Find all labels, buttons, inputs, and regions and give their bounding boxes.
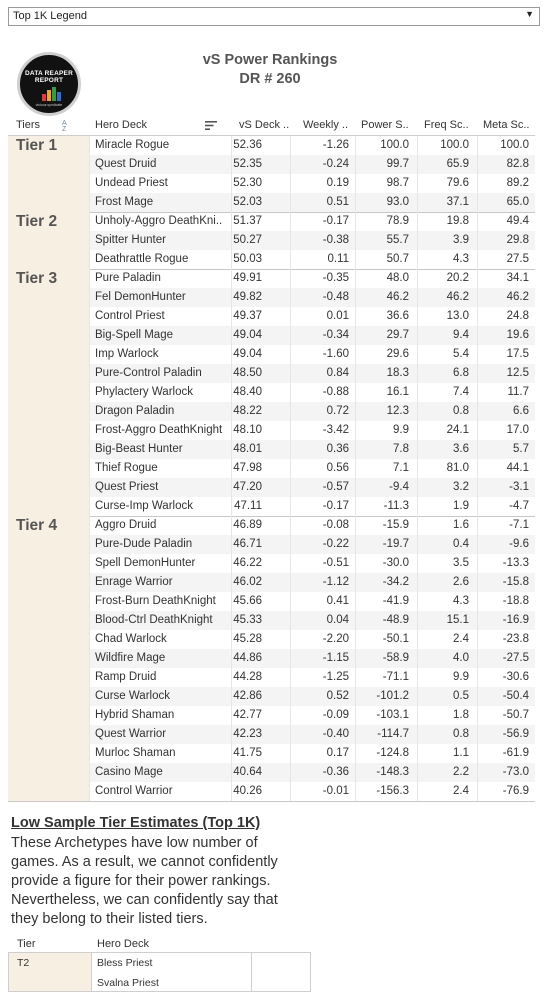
freq-score-value: 24.1 <box>446 424 469 436</box>
low-sample-text-line: These Archetypes have low number of <box>11 835 258 851</box>
vs-deck-value: 45.28 <box>233 633 262 645</box>
weekly-value: -0.17 <box>322 215 349 227</box>
freq-score-value: 2.4 <box>453 785 469 797</box>
power-score-value: -103.1 <box>376 709 409 721</box>
hero-deck-name: Phylactery Warlock <box>95 386 193 398</box>
freq-score-value: 81.0 <box>446 462 469 474</box>
power-score-value: 98.7 <box>386 177 409 189</box>
freq-score-value: 13.0 <box>446 310 469 322</box>
power-score-value: -34.2 <box>382 576 409 588</box>
tier-cell <box>8 516 89 801</box>
chevron-down-icon[interactable]: ▼ <box>525 9 534 19</box>
freq-score-value: 9.9 <box>453 671 469 683</box>
vs-deck-value: 47.98 <box>233 462 262 474</box>
meta-score-value: -4.7 <box>509 500 529 512</box>
tier-cell <box>8 269 89 516</box>
table-row[interactable] <box>89 554 535 573</box>
vs-deck-value: 47.11 <box>234 500 262 512</box>
hero-deck-name: Unholy-Aggro DeathKni.. <box>95 215 223 227</box>
hero-deck-name: Wildfire Mage <box>95 652 166 664</box>
meta-score-value: 34.1 <box>506 272 529 284</box>
weekly-value: -0.01 <box>322 785 349 797</box>
column-header-tiers[interactable]: Tiers <box>16 119 41 131</box>
meta-score-value: 27.5 <box>506 253 529 265</box>
table-row[interactable] <box>89 288 535 307</box>
weekly-value: -0.48 <box>322 291 349 303</box>
table-row[interactable] <box>89 573 535 592</box>
freq-score-value: 79.6 <box>446 177 469 189</box>
meta-score-value: -18.8 <box>502 595 529 607</box>
meta-score-value: -27.5 <box>502 652 529 664</box>
power-score-value: 7.1 <box>393 462 409 474</box>
vs-deck-value: 49.37 <box>233 310 262 322</box>
weekly-value: 0.17 <box>326 747 349 759</box>
weekly-value: 0.56 <box>326 462 349 474</box>
table-row[interactable] <box>89 326 535 345</box>
hero-deck-name: Chad Warlock <box>95 633 167 645</box>
data-reaper-logo: DATA REAPER REPORT vicious syndicate <box>17 52 81 116</box>
table-row[interactable] <box>89 174 535 193</box>
meta-score-value: 100.0 <box>500 139 529 151</box>
power-score-value: 93.0 <box>386 196 409 208</box>
vs-deck-value: 42.23 <box>233 728 262 740</box>
vs-deck-value: 48.22 <box>233 405 262 417</box>
power-score-value: -11.3 <box>383 500 409 512</box>
power-score-value: 48.0 <box>386 272 409 284</box>
freq-score-value: 3.2 <box>453 481 469 493</box>
vs-deck-value: 45.33 <box>233 614 262 626</box>
meta-score-value: 44.1 <box>506 462 529 474</box>
meta-score-value: 46.2 <box>506 291 529 303</box>
weekly-value: 0.19 <box>326 177 349 189</box>
power-score-value: 50.7 <box>386 253 409 265</box>
low-sample-tier-label: T2 <box>17 957 30 969</box>
hero-deck-name: Control Warrior <box>95 785 173 797</box>
hero-deck-name: Quest Priest <box>95 481 159 493</box>
hero-deck-name: Undead Priest <box>95 177 168 189</box>
power-score-value: -48.9 <box>382 614 409 626</box>
weekly-value: -0.36 <box>322 766 349 778</box>
table-row[interactable] <box>89 630 535 649</box>
vs-deck-value: 48.01 <box>233 443 262 455</box>
meta-score-value: -56.9 <box>502 728 529 740</box>
column-divider <box>355 136 356 801</box>
power-score-value: 18.3 <box>386 367 409 379</box>
tier-label: Tier 2 <box>16 213 58 230</box>
meta-score-value: -13.3 <box>502 557 529 569</box>
vs-deck-value: 41.75 <box>233 747 262 759</box>
vs-deck-value: 46.71 <box>233 538 262 550</box>
freq-score-value: 5.4 <box>453 348 469 360</box>
weekly-value: 0.72 <box>326 405 349 417</box>
low-sample-text-line: they belong to their listed tiers. <box>11 911 208 927</box>
meta-score-value: -50.7 <box>502 709 529 721</box>
weekly-value: 0.01 <box>326 310 349 322</box>
weekly-value: -0.22 <box>322 538 349 550</box>
vs-deck-value: 49.82 <box>233 291 262 303</box>
legend-filter-dropdown[interactable] <box>8 7 540 26</box>
column-header-hero-deck[interactable]: Hero Deck <box>95 119 147 131</box>
low-sample-deck[interactable]: Svalna Priest <box>97 977 159 989</box>
table-row[interactable] <box>89 497 535 516</box>
meta-score-value: -3.1 <box>509 481 529 493</box>
column-divider <box>417 136 418 801</box>
low-sample-text-line: Nevertheless, we can confidently say that <box>11 892 278 908</box>
freq-score-value: 2.6 <box>453 576 469 588</box>
hero-deck-name: Miracle Rogue <box>95 139 170 151</box>
column-header-power-score[interactable]: Power S.. <box>361 119 409 131</box>
hero-deck-name: Spell DemonHunter <box>95 557 196 569</box>
vs-deck-value: 45.66 <box>233 595 262 607</box>
power-score-value: -9.4 <box>389 481 409 493</box>
freq-score-value: 3.9 <box>453 234 469 246</box>
tier-label: Tier 4 <box>16 517 58 534</box>
weekly-value: -0.40 <box>322 728 349 740</box>
table-row[interactable] <box>89 611 535 630</box>
column-header-freq-score[interactable]: Freq Sc.. <box>424 119 469 131</box>
table-row[interactable] <box>89 136 535 155</box>
table-row[interactable] <box>89 193 535 212</box>
vs-deck-value: 50.27 <box>233 234 262 246</box>
vs-deck-value: 47.20 <box>233 481 262 493</box>
hero-deck-name: Frost-Burn DeathKnight <box>95 595 216 607</box>
table-row[interactable] <box>89 459 535 478</box>
freq-score-value: 15.1 <box>446 614 469 626</box>
table-row[interactable] <box>89 383 535 402</box>
hero-deck-name: Big-Beast Hunter <box>95 443 183 455</box>
tier-label: Tier 3 <box>16 270 58 287</box>
freq-score-value: 1.8 <box>453 709 469 721</box>
power-score-value: -15.9 <box>382 519 409 531</box>
meta-score-value: 49.4 <box>506 215 529 227</box>
hero-deck-name: Murloc Shaman <box>95 747 176 759</box>
table-row[interactable] <box>89 364 535 383</box>
vs-deck-value: 49.04 <box>233 348 262 360</box>
weekly-value: -1.26 <box>322 139 349 151</box>
vs-deck-value: 52.35 <box>233 158 262 170</box>
freq-score-value: 1.9 <box>453 500 469 512</box>
meta-score-value: 6.6 <box>513 405 529 417</box>
tier-label: Tier 1 <box>16 137 58 154</box>
hero-deck-name: Quest Warrior <box>95 728 167 740</box>
freq-score-value: 19.8 <box>446 215 469 227</box>
table-row[interactable] <box>89 649 535 668</box>
power-score-value: 16.1 <box>386 386 409 398</box>
column-header-vs-deck[interactable]: vS Deck .. <box>239 119 290 131</box>
hero-deck-name: Pure-Control Paladin <box>95 367 202 379</box>
vs-deck-value: 44.86 <box>233 652 262 664</box>
power-score-value: -50.1 <box>382 633 409 645</box>
vs-deck-value: 48.10 <box>233 424 262 436</box>
legend-filter-value: Top 1K Legend <box>13 10 88 22</box>
meta-score-value: -7.1 <box>509 519 529 531</box>
table-row[interactable] <box>89 231 535 250</box>
meta-score-value: -15.8 <box>502 576 529 588</box>
meta-score-value: 89.2 <box>506 177 529 189</box>
power-score-value: -156.3 <box>376 785 409 797</box>
meta-score-value: 17.5 <box>506 348 529 360</box>
hero-deck-name: Pure Paladin <box>95 272 161 284</box>
weekly-value: 0.36 <box>326 443 349 455</box>
power-score-value: -41.9 <box>382 595 409 607</box>
meta-score-value: -73.0 <box>502 766 529 778</box>
low-sample-header-tier: Tier <box>17 938 36 950</box>
weekly-value: 0.04 <box>326 614 349 626</box>
page-subtitle: DR # 260 <box>239 71 301 87</box>
hero-deck-name: Enrage Warrior <box>95 576 173 588</box>
low-sample-title: Low Sample Tier Estimates (Top 1K) <box>11 815 261 831</box>
freq-score-value: 1.1 <box>453 747 469 759</box>
freq-score-value: 2.4 <box>453 633 469 645</box>
table-row[interactable] <box>89 250 535 269</box>
power-score-value: -58.9 <box>382 652 409 664</box>
low-sample-text-line: provide a figure for their power rankings. <box>11 873 271 889</box>
column-divider <box>89 136 90 801</box>
page-title: vS Power Rankings <box>202 52 338 68</box>
power-score-value: 29.7 <box>386 329 409 341</box>
vs-deck-value: 44.28 <box>233 671 262 683</box>
low-sample-column-divider <box>251 953 252 991</box>
hero-deck-name: Casino Mage <box>95 766 163 778</box>
table-row[interactable] <box>89 345 535 364</box>
sort-az-icon[interactable]: A Z <box>62 120 67 133</box>
weekly-value: -2.20 <box>322 633 349 645</box>
table-row[interactable] <box>89 706 535 725</box>
hero-deck-name: Blood-Ctrl DeathKnight <box>95 614 213 626</box>
column-divider <box>477 136 478 801</box>
power-score-value: -30.0 <box>382 557 409 569</box>
weekly-value: -1.15 <box>322 652 349 664</box>
freq-score-value: 100.0 <box>440 139 469 151</box>
weekly-value: -0.51 <box>322 557 349 569</box>
weekly-value: 0.84 <box>326 367 349 379</box>
hero-deck-name: Ramp Druid <box>95 671 157 683</box>
column-divider <box>290 136 291 801</box>
vs-deck-value: 48.50 <box>233 367 262 379</box>
table-row[interactable] <box>89 269 535 288</box>
hero-deck-name: Dragon Paladin <box>95 405 175 417</box>
hero-deck-name: Frost-Aggro DeathKnight <box>95 424 223 436</box>
table-row[interactable] <box>89 478 535 497</box>
weekly-value: 0.41 <box>326 595 349 607</box>
freq-score-value: 0.4 <box>453 538 469 550</box>
vs-deck-value: 48.40 <box>233 386 262 398</box>
table-row[interactable] <box>89 744 535 763</box>
hero-deck-name: Big-Spell Mage <box>95 329 173 341</box>
freq-score-value: 20.2 <box>446 272 469 284</box>
table-row[interactable] <box>89 687 535 706</box>
freq-score-value: 37.1 <box>446 196 469 208</box>
tier-divider <box>8 801 535 802</box>
vs-deck-value: 46.89 <box>233 519 262 531</box>
meta-score-value: -50.4 <box>502 690 529 702</box>
weekly-value: 0.11 <box>327 253 349 265</box>
column-header-meta-score[interactable]: Meta Sc.. <box>483 119 530 131</box>
power-score-value: 78.9 <box>386 215 409 227</box>
table-row[interactable] <box>89 155 535 174</box>
weekly-value: -0.08 <box>322 519 349 531</box>
freq-score-value: 4.0 <box>453 652 469 664</box>
power-score-value: -114.7 <box>377 728 409 740</box>
hero-deck-name: Thief Rogue <box>95 462 158 474</box>
vs-deck-value: 42.77 <box>233 709 262 721</box>
freq-score-value: 2.2 <box>453 766 469 778</box>
weekly-value: -0.34 <box>322 329 349 341</box>
hero-deck-name: Pure-Dude Paladin <box>95 538 193 550</box>
table-row[interactable] <box>89 782 535 801</box>
vs-deck-value: 40.26 <box>233 785 262 797</box>
weekly-value: -0.17 <box>322 500 349 512</box>
meta-score-value: 65.0 <box>506 196 529 208</box>
vs-deck-value: 51.37 <box>233 215 262 227</box>
freq-score-value: 6.8 <box>453 367 469 379</box>
power-score-value: -124.8 <box>376 747 409 759</box>
table-row[interactable] <box>89 212 535 231</box>
column-divider <box>231 136 232 801</box>
hero-deck-name: Spitter Hunter <box>95 234 166 246</box>
meta-score-value: 82.8 <box>506 158 529 170</box>
meta-score-value: -16.9 <box>502 614 529 626</box>
vs-deck-value: 46.22 <box>233 557 262 569</box>
weekly-value: 0.51 <box>326 196 349 208</box>
hero-deck-name: Quest Druid <box>95 158 157 170</box>
table-row[interactable] <box>89 725 535 744</box>
vs-deck-value: 42.86 <box>233 690 262 702</box>
freq-score-value: 3.5 <box>453 557 469 569</box>
table-row[interactable] <box>89 516 535 535</box>
meta-score-value: -9.6 <box>509 538 529 550</box>
low-sample-header-hero-deck: Hero Deck <box>97 938 149 950</box>
power-score-value: 46.2 <box>386 291 409 303</box>
table-row[interactable] <box>89 535 535 554</box>
freq-score-value: 9.4 <box>453 329 469 341</box>
vs-deck-value: 52.30 <box>233 177 262 189</box>
hero-deck-name: Control Priest <box>95 310 165 322</box>
meta-score-value: 11.7 <box>507 386 529 398</box>
low-sample-tier-cell <box>9 953 92 991</box>
freq-score-value: 65.9 <box>446 158 469 170</box>
weekly-value: -1.60 <box>322 348 349 360</box>
weekly-value: -0.09 <box>322 709 349 721</box>
meta-score-value: -30.6 <box>502 671 529 683</box>
power-score-value: -101.2 <box>376 690 409 702</box>
vs-deck-value: 46.02 <box>233 576 262 588</box>
column-header-weekly[interactable]: Weekly .. <box>303 119 349 131</box>
low-sample-deck[interactable]: Bless Priest <box>97 957 153 969</box>
weekly-value: -3.42 <box>322 424 349 436</box>
hero-deck-name: Aggro Druid <box>95 519 157 531</box>
weekly-value: -0.57 <box>322 481 349 493</box>
power-score-value: 99.7 <box>386 158 409 170</box>
freq-score-value: 46.2 <box>446 291 469 303</box>
vs-deck-value: 49.91 <box>233 272 262 284</box>
meta-score-value: 12.5 <box>506 367 529 379</box>
meta-score-value: -23.8 <box>502 633 529 645</box>
table-row[interactable] <box>89 307 535 326</box>
power-score-value: 29.6 <box>386 348 409 360</box>
freq-score-value: 4.3 <box>453 253 469 265</box>
hero-deck-name: Fel DemonHunter <box>95 291 186 303</box>
power-score-value: 7.8 <box>393 443 409 455</box>
low-sample-table <box>8 952 311 992</box>
meta-score-value: 19.6 <box>506 329 529 341</box>
vs-deck-value: 52.36 <box>233 139 262 151</box>
vs-deck-value: 49.04 <box>233 329 262 341</box>
meta-score-value: 17.0 <box>506 424 529 436</box>
freq-score-value: 0.8 <box>453 405 469 417</box>
low-sample-text-line: games. As a result, we cannot confidently <box>11 854 278 870</box>
power-score-value: 12.3 <box>386 405 409 417</box>
vs-deck-value: 52.03 <box>233 196 262 208</box>
meta-score-value: 5.7 <box>513 443 529 455</box>
meta-score-value: -76.9 <box>502 785 529 797</box>
freq-score-value: 1.6 <box>453 519 469 531</box>
table-row[interactable] <box>89 592 535 611</box>
weekly-value: -0.38 <box>322 234 349 246</box>
meta-score-value: 29.8 <box>506 234 529 246</box>
freq-score-value: 0.5 <box>453 690 469 702</box>
weekly-value: -1.12 <box>322 576 349 588</box>
weekly-value: 0.52 <box>326 690 349 702</box>
freq-score-value: 4.3 <box>453 595 469 607</box>
power-score-value: -148.3 <box>376 766 409 778</box>
vs-deck-value: 40.64 <box>233 766 262 778</box>
vs-deck-value: 50.03 <box>233 253 262 265</box>
power-score-value: 100.0 <box>380 139 409 151</box>
power-score-value: -71.1 <box>382 671 409 683</box>
hero-deck-name: Deathrattle Rogue <box>95 253 189 265</box>
hero-deck-name: Hybrid Shaman <box>95 709 175 721</box>
power-score-value: 55.7 <box>386 234 409 246</box>
power-score-value: 9.9 <box>393 424 409 436</box>
table-row[interactable] <box>89 440 535 459</box>
power-score-value: -19.7 <box>382 538 409 550</box>
table-row[interactable] <box>89 763 535 782</box>
freq-score-value: 0.8 <box>453 728 469 740</box>
meta-score-value: -61.9 <box>502 747 529 759</box>
weekly-value: -0.35 <box>322 272 349 284</box>
weekly-value: -0.24 <box>322 158 349 170</box>
table-row[interactable] <box>89 402 535 421</box>
meta-score-value: 24.8 <box>506 310 529 322</box>
table-row[interactable] <box>89 668 535 687</box>
table-row[interactable] <box>89 421 535 440</box>
hero-deck-name: Curse Warlock <box>95 690 170 702</box>
freq-score-value: 3.6 <box>453 443 469 455</box>
power-score-value: 36.6 <box>386 310 409 322</box>
weekly-value: -1.25 <box>322 671 349 683</box>
hero-deck-name: Frost Mage <box>95 196 154 208</box>
weekly-value: -0.88 <box>322 386 349 398</box>
freq-score-value: 7.4 <box>453 386 469 398</box>
hero-deck-name: Curse-Imp Warlock <box>95 500 193 512</box>
hero-deck-name: Imp Warlock <box>95 348 159 360</box>
